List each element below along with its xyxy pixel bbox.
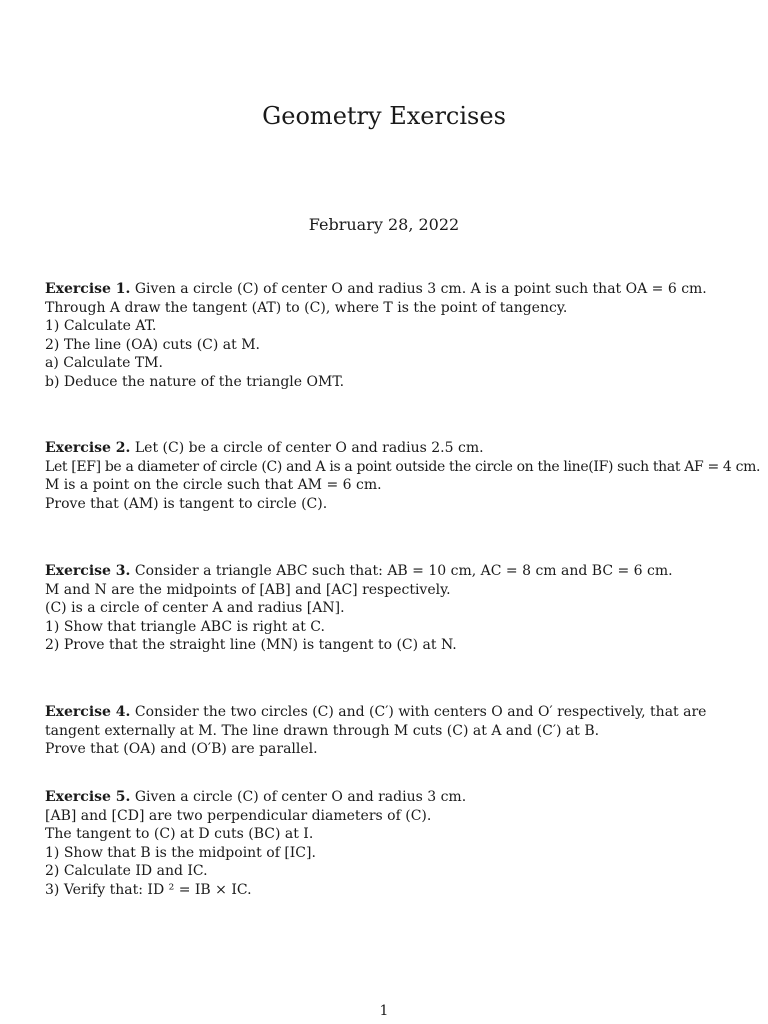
exercise-heading: Exercise 2. [45,440,131,456]
page-number: 1 [379,1003,389,1019]
exercise-1 [45,280,735,392]
exercise-line: Exercise 3. Consider a triangle ABC such that: AB = 10 cm, AC = 8 cm and BC = 6 cm. [45,563,673,579]
exercise-5 [45,788,735,900]
exercise-line: Exercise 1. Given a circle (C) of center O and radius 3 cm. A is a point such that OA = 6 cm. [45,281,707,297]
exercise-heading: Exercise 4. [45,704,131,720]
exercise-line: Let [EF] be a diameter of circle (C) and A is a point outside the circle on the line(IF) such that AF = 4 cm. [45,458,761,475]
exercise-3 [45,562,735,655]
exercise-4 [45,703,735,759]
exercise-line: Exercise 2. Let (C) be a circle of center O and radius 2.5 cm. [45,440,484,456]
exercise-line: Exercise 5. Given a circle (C) of center O and radius 3 cm. [45,789,467,805]
exercise-2 [45,439,761,513]
exercise-line: [AB] and [CD] are two perpendicular diameters of (C). [45,807,432,824]
exercise-heading: Exercise 1. [45,281,131,297]
exercise-line: 1) Show that B is the midpoint of [IC]. [45,844,316,861]
exercise-line: 1) Show that triangle ABC is right at C. [45,618,325,635]
exercise-line: b) Deduce the nature of the triangle OMT. [45,373,345,390]
exercise-line: 1) Calculate AT. [45,318,157,335]
exercise-line: The tangent to (C) at D cuts (BC) at I. [45,826,314,843]
exercise-heading: Exercise 3. [45,563,131,579]
exercise-heading: Exercise 5. [45,789,131,805]
exercise-line: 2) Prove that the straight line (MN) is tangent to (C) at N. [45,637,457,654]
exercise-line: 3) Verify that: ID ² = IB × IC. [45,881,252,898]
exercise-line: M and N are the midpoints of [AB] and [AC] respectively. [45,581,451,598]
exercise-line: (C) is a circle of center A and radius [AN]. [45,600,345,617]
exercise-line: a) Calculate TM. [45,355,163,372]
exercise-line: Through A draw the tangent (AT) to (C), where T is the point of tangency. [45,299,568,316]
exercise-line: Exercise 4. Consider the two circles (C) and (C′) with centers O and O′ respectively, that are tangent externally at M. The line drawn through M cuts (C) at A and (C′) at B. [45,704,707,739]
exercise-line: Prove that (OA) and (O′B) are parallel. [45,741,318,758]
exercise-line: Prove that (AM) is tangent to circle (C). [45,495,328,512]
document-title: Geometry Exercises [262,102,506,130]
document-date: February 28, 2022 [308,215,460,234]
exercise-line: 2) Calculate ID and IC. [45,863,208,880]
exercise-line: 2) The line (OA) cuts (C) at M. [45,336,260,353]
exercise-line: M is a point on the circle such that AM = 6 cm. [45,477,382,494]
